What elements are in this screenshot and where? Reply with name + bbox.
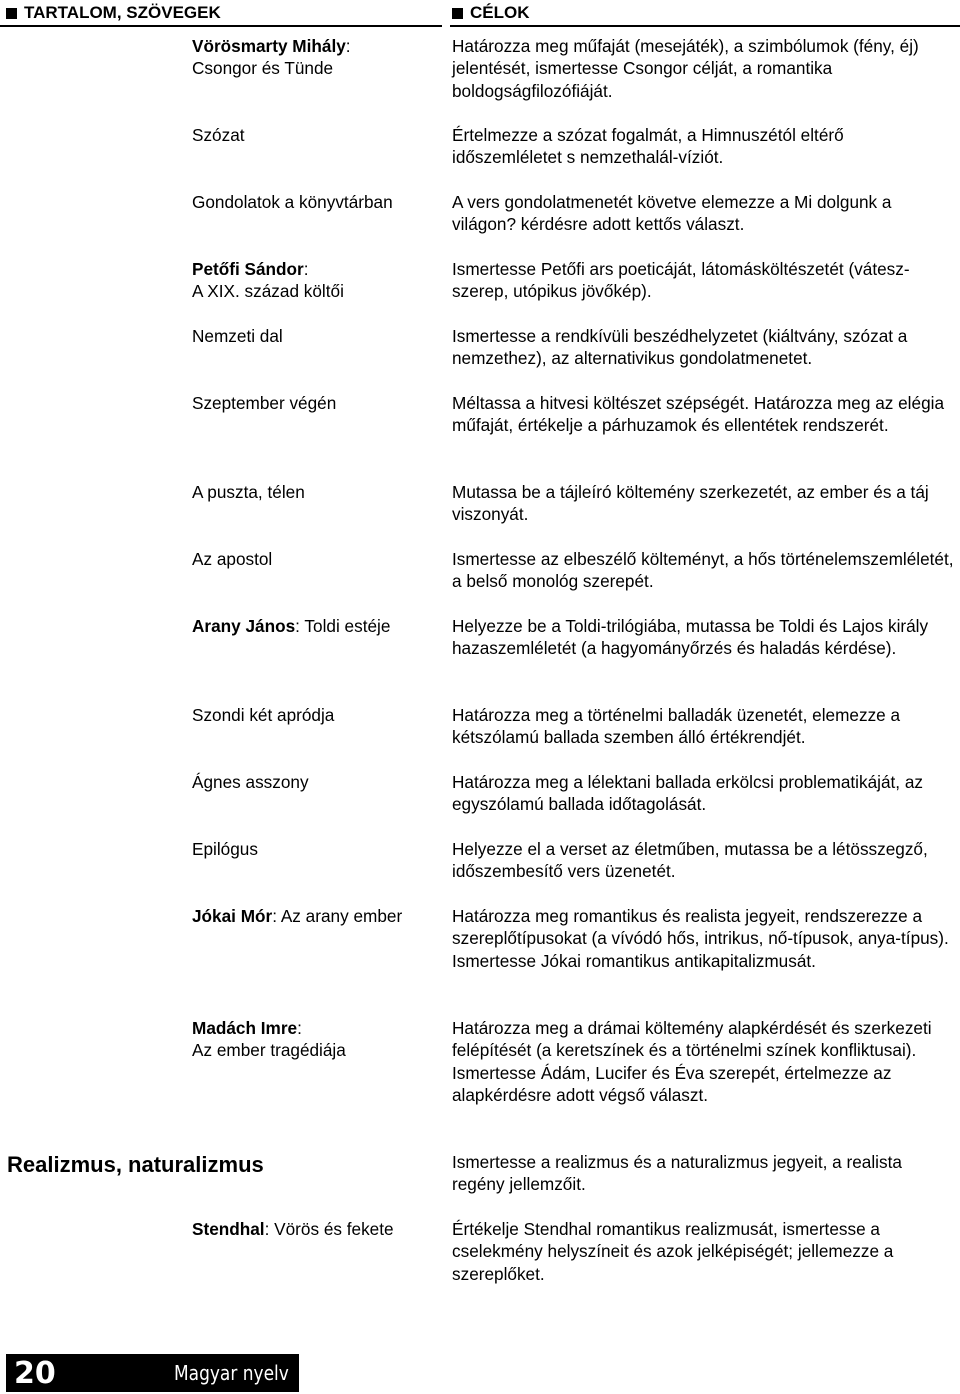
goal-text: Határozza meg műfaját (mesejáték), a szimbólumok (fény, éj) jelentését, ismertesse Csongor célját, a romantika boldogságfilozófiáját. [452, 36, 919, 101]
work-title: Szeptember végén [192, 393, 337, 413]
work-title: Ágnes asszony [192, 772, 309, 792]
text-entry [192, 905, 450, 927]
work-title: Toldi estéje [304, 616, 391, 636]
author-name: Jókai Mór [192, 906, 273, 926]
goal-text: Helyezze be a Toldi-trilógiába, mutassa be Toldi és Lajos király hazaszemléletét (a hagyományőrzés és haladás kérdése). [452, 616, 929, 659]
content-header-label: TARTALOM, SZÖVEGEK [24, 3, 221, 22]
goal-text: Mutassa be a tájleíró költemény szerkezetét, az ember és a táj viszonyát. [452, 482, 929, 525]
author-separator: : [345, 36, 351, 56]
bullet-square-icon [452, 8, 463, 19]
goal-text: Határozza meg a drámai költemény alapkérdését és szerkezeti felépítését (a keretszínek és a történelmi színek konfliktusai). Ismertesse Ádám, Lucifer és Éva szerepét, értelmezze az alapkérdésre adott végső választ. [452, 1018, 932, 1106]
goal-text: Helyezze el a verset az életműben, mutassa be a létösszegző, időszembesítő vers üzenetét. [452, 839, 928, 882]
section-heading: Realizmus, naturalizmus [7, 1152, 264, 1177]
work-title: A puszta, télen [192, 482, 305, 502]
author-name: Madách Imre [192, 1018, 298, 1038]
goal-text: A vers gondolatmenetét követve elemezze a Mi dolgunk a világon? kérdésre adott kettős választ. [452, 192, 892, 235]
work-title: Csongor és Tünde [192, 58, 334, 79]
bullet-square-icon [6, 8, 17, 19]
text-entry [192, 258, 442, 303]
author-separator: : [264, 1219, 275, 1239]
header-divider-left [0, 25, 442, 27]
text-entry [192, 615, 442, 637]
page-number: 20 [14, 1355, 56, 1391]
goal-text: Határozza meg a lélektani ballada erkölcsi problematikáját, az egyszólamú ballada időtagolását. [452, 772, 923, 815]
footer-subject-label: Magyar nyelv [173, 1361, 289, 1385]
author-separator: : [295, 616, 305, 636]
work-title: Az apostol [192, 549, 273, 569]
goal-text: Méltassa a hitvesi költészet szépségét. Határozza meg az elégia műfaját, értékelje a párhuzamok és ellentétek rendszerét. [452, 393, 945, 436]
goal-text: Ismertesse Petőfi ars poeticáját, látomásköltészetét (vátesz-szerep, utópikus jövőkép). [452, 259, 910, 302]
work-title: Szondi két apródja [192, 705, 335, 725]
author-separator: : [303, 259, 309, 279]
goal-text: Értékelje Stendhal romantikus realizmusát, ismertesse a cselekmény helyszíneit és azok jelképiségét; jellemezze a szereplőket. [452, 1219, 894, 1284]
work-title: Szózat [192, 125, 245, 145]
goal-text: Ismertesse a realizmus és a naturalizmus jegyeit, a realista regény jellemzőit. [452, 1152, 902, 1195]
page-footer [6, 1354, 299, 1392]
work-title: Nemzeti dal [192, 326, 283, 346]
author-name: Stendhal [192, 1219, 265, 1239]
work-title: Gondolatok a könyvtárban [192, 192, 393, 212]
author-separator: : [272, 906, 281, 926]
goal-text: Határozza meg romantikus és realista jegyeit, rendszerezze a szereplőtípusokat (a vívódó hős, intrikus, nő-típusok, anya-típus). Ismertesse Jókai romantikus antikapitalizmusát. [452, 906, 949, 971]
work-title: Az ember tragédiája [192, 1040, 346, 1061]
goal-text: Határozza meg a történelmi balladák üzenetét, elemezze a kétszólamú ballada szemben álló értékrendjét. [452, 705, 901, 748]
work-title: Epilógus [192, 839, 258, 859]
text-entry [192, 35, 442, 80]
work-title: Vörös és fekete [274, 1219, 394, 1239]
goals-header-label: CÉLOK [470, 3, 530, 22]
author-name: Arany János [192, 616, 296, 636]
author-separator: : [297, 1018, 302, 1038]
goals-column-header [452, 2, 530, 24]
work-title: A XIX. század költői [192, 281, 344, 302]
goal-text: Ismertesse az elbeszélő költeményt, a hős történelemszemléletét, a belső monológ szerepét. [452, 549, 954, 592]
text-entry [192, 1017, 442, 1062]
content-column-header [6, 2, 221, 24]
work-title: Az arany ember [280, 906, 403, 926]
text-entry [192, 1218, 442, 1240]
goal-text: Ismertesse a rendkívüli beszédhelyzetet (kiáltvány, szózat a nemzethez), az alternativikus gondolatmenetet. [452, 326, 908, 369]
author-name: Petőfi Sándor [192, 259, 304, 279]
header-divider-right [450, 25, 960, 27]
goal-text: Értelmezze a szózat fogalmát, a Himnuszétól eltérő időszemléletet s nemzethalál-víziót. [452, 125, 844, 168]
author-name: Vörösmarty Mihály [192, 36, 346, 56]
